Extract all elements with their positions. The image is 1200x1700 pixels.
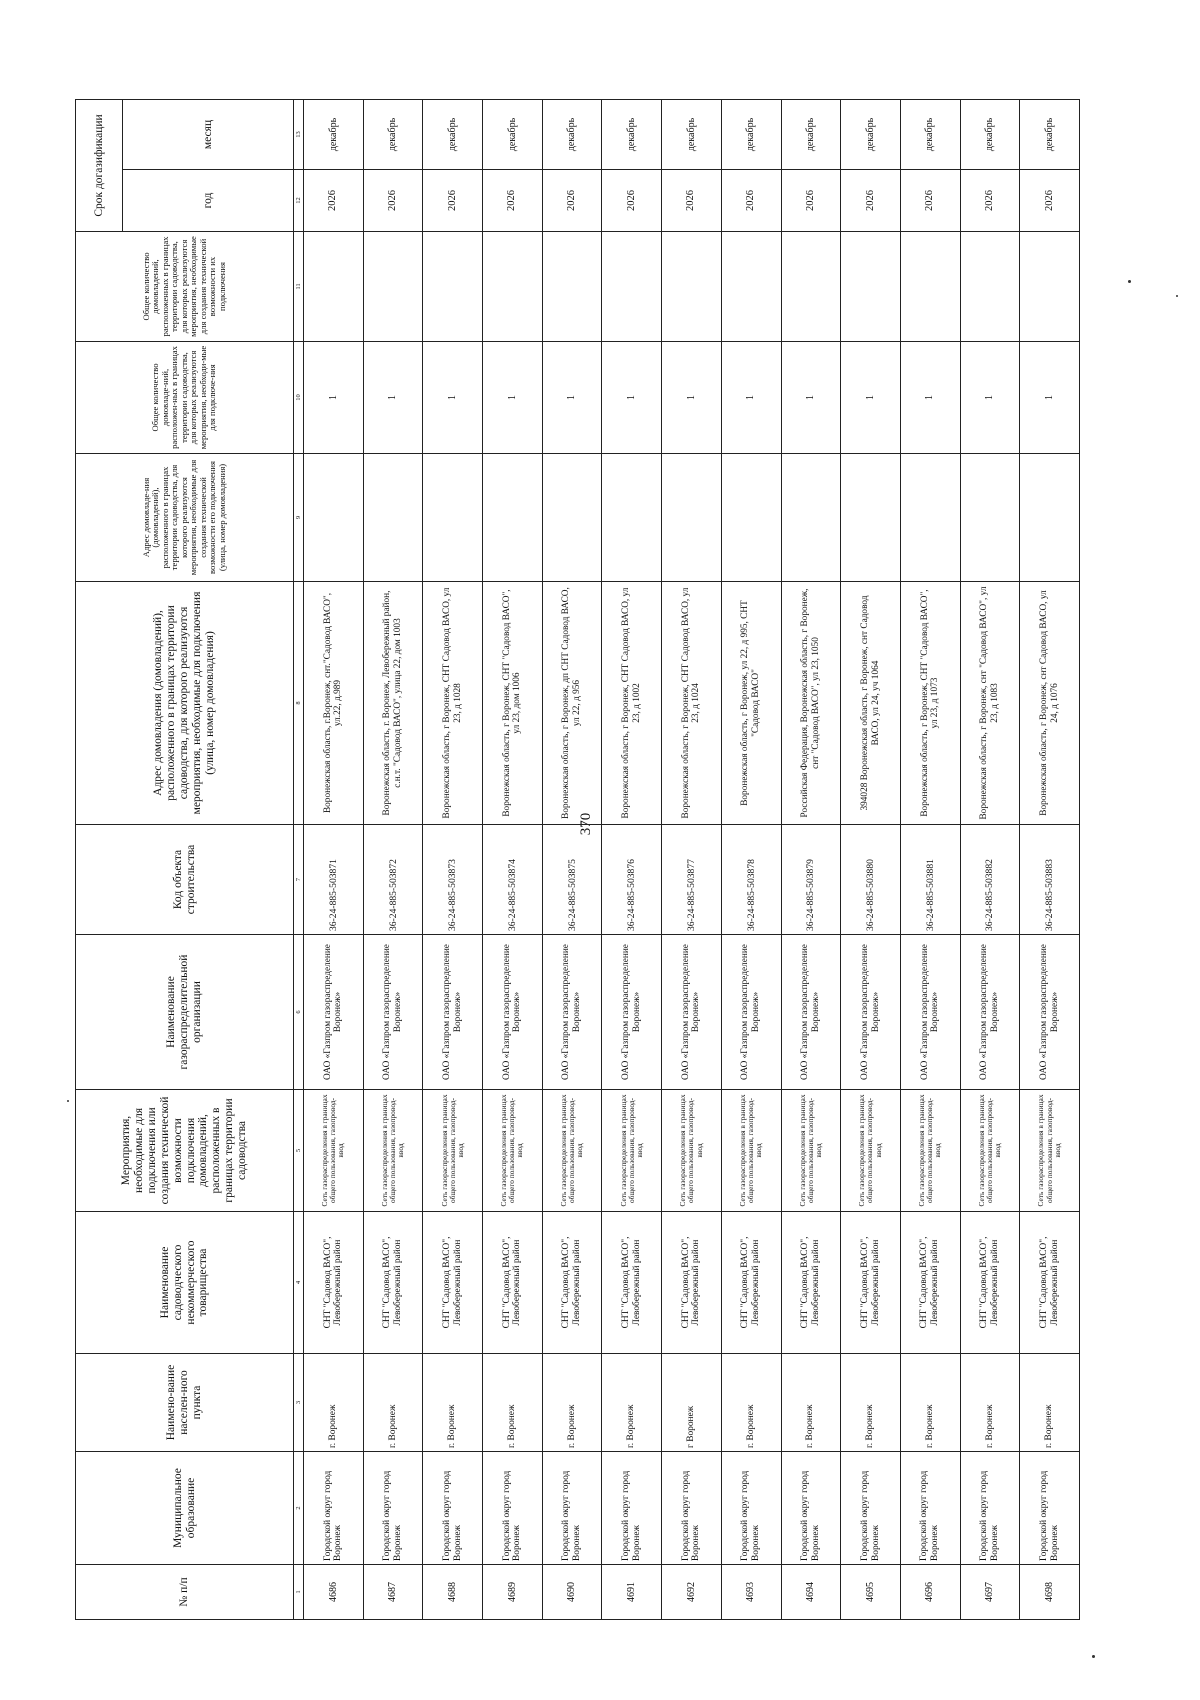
rotated-table-container [75, 100, 1080, 1620]
snt-name-cell: СНТ "Садовод ВАСО", Левобережный район [363, 1212, 423, 1354]
column-number: 5 [294, 1090, 304, 1212]
snt-name-cell: СНТ "Садовод ВАСО", Левобережный район [662, 1212, 722, 1354]
count-connect-cell: 1 [721, 342, 781, 454]
object-code-cell: 36-24-885-503871 [304, 825, 364, 935]
table-row [542, 100, 602, 1620]
address-multi-cell [304, 454, 364, 582]
table-row [602, 100, 662, 1620]
count-create-cell [542, 232, 602, 342]
municipality-cell: Городской округ город Воронеж [602, 1452, 662, 1565]
header-snt-name: Наименование садоводческого некоммерческого товарищества [76, 1212, 294, 1354]
address-cell: Воронежская область, г Воронеж, ул 22, д 995, СНТ "Садовод ВАСО" [721, 582, 781, 825]
settlement-cell: г Воронеж [662, 1354, 722, 1452]
count-create-cell [841, 232, 901, 342]
scan-speck [1128, 280, 1131, 283]
year-cell: 2026 [542, 170, 602, 232]
measure-cell: Сеть газораспределения в границах общего пользования, газопровод-ввод [662, 1090, 722, 1212]
year-cell: 2026 [602, 170, 662, 232]
column-number: 9 [294, 454, 304, 582]
settlement-cell: г. Воронеж [900, 1354, 960, 1452]
header-object-code: Код объекта строительства [76, 825, 294, 935]
address-cell: Воронежская область, г. Воронеж, Левобережный район, с.н.т. "Садовод ВАСО", улица 22, дом 1003 [363, 582, 423, 825]
header-count-create: Общее количество домовладений, расположенных в границах территории садоводства, для которых реализуются мероприятия, необходимые для создания технической возможности их подключения [76, 232, 294, 342]
municipality-cell: Городской округ город Воронеж [781, 1452, 841, 1565]
address-cell: Воронежская область, г Воронеж, СНТ Садовод ВАСО, ул 23, д 1028 [423, 582, 483, 825]
address-multi-cell [1020, 454, 1080, 582]
object-code-cell: 36-24-885-503875 [542, 825, 602, 935]
municipality-cell: Городской округ город Воронеж [483, 1452, 543, 1565]
column-number: 2 [294, 1452, 304, 1565]
count-connect-cell: 1 [363, 342, 423, 454]
month-cell: декабрь [721, 100, 781, 170]
municipality-cell: Городской округ город Воронеж [363, 1452, 423, 1565]
count-connect-cell: 1 [960, 342, 1020, 454]
address-cell: Воронежская область, г.Воронеж, снт."Садовод ВАСО", ул.22, д.989 [304, 582, 364, 825]
table-row [721, 100, 781, 1620]
measure-cell: Сеть газораспределения в границах общего пользования, газопровод-ввод [1020, 1090, 1080, 1212]
count-create-cell [602, 232, 662, 342]
year-cell: 2026 [900, 170, 960, 232]
gas-org-cell: ОАО «Газпром газораспределение Воронеж» [1020, 935, 1080, 1090]
measure-cell: Сеть газораспределения в границах общего пользования, газопровод-ввод [423, 1090, 483, 1212]
settlement-cell: г. Воронеж [1020, 1354, 1080, 1452]
settlement-cell: г. Воронеж [781, 1354, 841, 1452]
gas-org-cell: ОАО «Газпром газораспределение Воронеж» [900, 935, 960, 1090]
header-row [76, 100, 123, 1620]
object-code-cell: 36-24-885-503879 [781, 825, 841, 935]
header-count-connect: Общее количество домовладе-ний, расположен-ных в границах территории садоводства, для которых реализуются мероприятия, необходи-мые для подключе-ния [76, 342, 294, 454]
municipality-cell: Городской округ город Воронеж [662, 1452, 722, 1565]
header-id: № п/п [76, 1565, 294, 1620]
address-cell: Воронежская область, г Воронеж, СНТ "Садовод ВАСО", ул 23, д 1073 [900, 582, 960, 825]
count-create-cell [304, 232, 364, 342]
gas-org-cell: ОАО «Газпром газораспределение Воронеж» [781, 935, 841, 1090]
object-code-cell: 36-24-885-503882 [960, 825, 1020, 935]
table-row [781, 100, 841, 1620]
row-number: 4692 [662, 1565, 722, 1620]
count-connect-cell: 1 [602, 342, 662, 454]
object-code-cell: 36-24-885-503876 [602, 825, 662, 935]
gas-org-cell: ОАО «Газпром газораспределение Воронеж» [960, 935, 1020, 1090]
table-row [841, 100, 901, 1620]
column-number: 4 [294, 1212, 304, 1354]
snt-name-cell: СНТ "Садовод ВАСО", Левобережный район [960, 1212, 1020, 1354]
month-cell: декабрь [781, 100, 841, 170]
scan-speck [1092, 1655, 1095, 1658]
month-cell: декабрь [602, 100, 662, 170]
settlement-cell: г. Воронеж [841, 1354, 901, 1452]
address-cell: Воронежская область, г Воронеж, СНТ Садовод ВАСО, ул 23, д 1024 [662, 582, 722, 825]
row-number: 4689 [483, 1565, 543, 1620]
year-cell: 2026 [483, 170, 543, 232]
year-cell: 2026 [304, 170, 364, 232]
month-cell: декабрь [423, 100, 483, 170]
gas-org-cell: ОАО «Газпром газораспределение Воронеж» [721, 935, 781, 1090]
header-address: Адрес домовладения (домовладений), расположенного в границах территории садоводства, для которого реализуются мероприятия, необходимые для подключения (улица, номер домовладения) [76, 582, 294, 825]
row-number: 4694 [781, 1565, 841, 1620]
settlement-cell: г. Воронеж [483, 1354, 543, 1452]
snt-name-cell: СНТ "Садовод ВАСО", Левобережный район [542, 1212, 602, 1354]
gas-org-cell: ОАО «Газпром газораспределение Воронеж» [304, 935, 364, 1090]
column-number: 6 [294, 935, 304, 1090]
address-cell: Воронежская область, г Воронеж, дп СНТ Садовод ВАСО, ул 22, д 956 [542, 582, 602, 825]
month-cell: декабрь [1020, 100, 1080, 170]
table-body [304, 100, 1080, 1620]
count-create-cell [781, 232, 841, 342]
gas-org-cell: ОАО «Газпром газораспределение Воронеж» [542, 935, 602, 1090]
address-multi-cell [841, 454, 901, 582]
year-cell: 2026 [960, 170, 1020, 232]
column-number: 3 [294, 1354, 304, 1452]
header-measures: Мероприятия, необходимые для подключения или создания технической возможности подключения домовладений, расположенных в границах территории садоводства [76, 1090, 294, 1212]
snt-name-cell: СНТ "Садовод ВАСО", Левобережный район [781, 1212, 841, 1354]
year-cell: 2026 [423, 170, 483, 232]
header-year: год [123, 170, 294, 232]
municipality-cell: Городской округ город Воронеж [721, 1452, 781, 1565]
count-create-cell [900, 232, 960, 342]
address-cell: Воронежская область, г Воронеж, СНТ "Садовод ВАСО", ул 23, дом 1006 [483, 582, 543, 825]
row-number: 4696 [900, 1565, 960, 1620]
object-code-cell: 36-24-885-503872 [363, 825, 423, 935]
count-connect-cell: 1 [841, 342, 901, 454]
measure-cell: Сеть газораспределения в границах общего пользования, газопровод-ввод [721, 1090, 781, 1212]
column-number: 10 [294, 342, 304, 454]
row-number: 4690 [542, 1565, 602, 1620]
gas-org-cell: ОАО «Газпром газораспределение Воронеж» [483, 935, 543, 1090]
snt-name-cell: СНТ "Садовод ВАСО", Левобережный район [1020, 1212, 1080, 1354]
header-deadline: Срок догазификации [76, 100, 123, 232]
month-cell: декабрь [960, 100, 1020, 170]
month-cell: декабрь [483, 100, 543, 170]
municipality-cell: Городской округ город Воронеж [423, 1452, 483, 1565]
municipality-cell: Городской округ город Воронеж [304, 1452, 364, 1565]
measure-cell: Сеть газораспределения в границах общего пользования, газопровод-ввод [841, 1090, 901, 1212]
header-month: месяц [123, 100, 294, 170]
year-cell: 2026 [841, 170, 901, 232]
page-number: 370 [578, 812, 594, 836]
municipality-cell: Городской округ город Воронеж [1020, 1452, 1080, 1565]
year-cell: 2026 [781, 170, 841, 232]
settlement-cell: г. Воронеж [721, 1354, 781, 1452]
settlement-cell: г. Воронеж [423, 1354, 483, 1452]
count-connect-cell: 1 [662, 342, 722, 454]
header-gas-org: Наименование газораспределительной организации [76, 935, 294, 1090]
count-create-cell [423, 232, 483, 342]
snt-name-cell: СНТ "Садовод ВАСО", Левобережный район [841, 1212, 901, 1354]
header-settlement: Наимено-вание населен-ного пункта [76, 1354, 294, 1452]
row-number: 4697 [960, 1565, 1020, 1620]
column-number-row [294, 100, 304, 1620]
settlement-cell: г. Воронеж [304, 1354, 364, 1452]
month-cell: декабрь [542, 100, 602, 170]
object-code-cell: 36-24-885-503878 [721, 825, 781, 935]
count-connect-cell: 1 [1020, 342, 1080, 454]
address-cell: Воронежская область, г Воронеж, СНТ Садовод ВАСО, ул 23, д 1002 [602, 582, 662, 825]
address-cell: Воронежская область, г Воронеж, снт Садовод ВАСО, ул 24, д 1076 [1020, 582, 1080, 825]
address-cell: Воронежская область, г Воронеж, снт "Садовод ВАСО", ул 23, д 1083 [960, 582, 1020, 825]
month-cell: декабрь [662, 100, 722, 170]
snt-name-cell: СНТ "Садовод ВАСО", Левобережный район [900, 1212, 960, 1354]
table-row [662, 100, 722, 1620]
year-cell: 2026 [363, 170, 423, 232]
count-create-cell [721, 232, 781, 342]
measure-cell: Сеть газораспределения в границах общего пользования, газопровод-ввод [542, 1090, 602, 1212]
address-multi-cell [483, 454, 543, 582]
gas-org-cell: ОАО «Газпром газораспределение Воронеж» [841, 935, 901, 1090]
month-cell: декабрь [900, 100, 960, 170]
snt-name-cell: СНТ "Садовод ВАСО", Левобережный район [721, 1212, 781, 1354]
count-connect-cell: 1 [900, 342, 960, 454]
address-multi-cell [781, 454, 841, 582]
scan-speck [1176, 295, 1178, 297]
measure-cell: Сеть газораспределения в границах общего пользования, газопровод-ввод [960, 1090, 1020, 1212]
table-row [304, 100, 364, 1620]
table-row [363, 100, 423, 1620]
measure-cell: Сеть газораспределения в границах общего пользования, газопровод-ввод [363, 1090, 423, 1212]
gas-org-cell: ОАО «Газпром газораспределение Воронеж» [602, 935, 662, 1090]
count-connect-cell: 1 [483, 342, 543, 454]
object-code-cell: 36-24-885-503874 [483, 825, 543, 935]
row-number: 4686 [304, 1565, 364, 1620]
measure-cell: Сеть газораспределения в границах общего пользования, газопровод-ввод [304, 1090, 364, 1212]
municipality-cell: Городской округ город Воронеж [841, 1452, 901, 1565]
row-number: 4698 [1020, 1565, 1080, 1620]
object-code-cell: 36-24-885-503873 [423, 825, 483, 935]
object-code-cell: 36-24-885-503883 [1020, 825, 1080, 935]
address-multi-cell [900, 454, 960, 582]
address-cell: 394028 Воронежская область, г Воронеж, снт Садовод ВАСО, ул 24, уч 1064 [841, 582, 901, 825]
row-number: 4693 [721, 1565, 781, 1620]
measure-cell: Сеть газораспределения в границах общего пользования, газопровод-ввод [483, 1090, 543, 1212]
count-create-cell [1020, 232, 1080, 342]
address-multi-cell [423, 454, 483, 582]
snt-name-cell: СНТ "Садовод ВАСО", Левобережный район [602, 1212, 662, 1354]
measure-cell: Сеть газораспределения в границах общего пользования, газопровод-ввод [781, 1090, 841, 1212]
count-create-cell [662, 232, 722, 342]
count-connect-cell: 1 [423, 342, 483, 454]
count-create-cell [483, 232, 543, 342]
scan-speck [67, 1100, 69, 1102]
snt-name-cell: СНТ "Садовод ВАСО", Левобережный район [423, 1212, 483, 1354]
measure-cell: Сеть газораспределения в границах общего пользования, газопровод-ввод [602, 1090, 662, 1212]
object-code-cell: 36-24-885-503877 [662, 825, 722, 935]
address-cell: Российская Федерация, Воронежская область, г Воронеж, снт "Садовод ВАСО", ул 23, 1050 [781, 582, 841, 825]
gasification-table [75, 99, 1080, 1620]
count-create-cell [363, 232, 423, 342]
address-multi-cell [960, 454, 1020, 582]
snt-name-cell: СНТ "Садовод ВАСО", Левобережный район [304, 1212, 364, 1354]
row-number: 4687 [363, 1565, 423, 1620]
year-cell: 2026 [662, 170, 722, 232]
settlement-cell: г. Воронеж [960, 1354, 1020, 1452]
row-number: 4688 [423, 1565, 483, 1620]
row-number: 4695 [841, 1565, 901, 1620]
count-connect-cell: 1 [542, 342, 602, 454]
month-cell: декабрь [363, 100, 423, 170]
settlement-cell: г. Воронеж [363, 1354, 423, 1452]
gas-org-cell: ОАО «Газпром газораспределение Воронеж» [363, 935, 423, 1090]
table-row [900, 100, 960, 1620]
address-multi-cell [363, 454, 423, 582]
address-multi-cell [542, 454, 602, 582]
address-multi-cell [662, 454, 722, 582]
gas-org-cell: ОАО «Газпром газораспределение Воронеж» [662, 935, 722, 1090]
column-number: 8 [294, 582, 304, 825]
gas-org-cell: ОАО «Газпром газораспределение Воронеж» [423, 935, 483, 1090]
count-create-cell [960, 232, 1020, 342]
table-row [960, 100, 1020, 1620]
snt-name-cell: СНТ "Садовод ВАСО", Левобережный район [483, 1212, 543, 1354]
measure-cell: Сеть газораспределения в границах общего пользования, газопровод-ввод [900, 1090, 960, 1212]
municipality-cell: Городской округ город Воронеж [900, 1452, 960, 1565]
column-number: 12 [294, 170, 304, 232]
object-code-cell: 36-24-885-503880 [841, 825, 901, 935]
count-connect-cell: 1 [781, 342, 841, 454]
column-number: 1 [294, 1565, 304, 1620]
column-number: 13 [294, 100, 304, 170]
column-number: 7 [294, 825, 304, 935]
header-municipality: Муниципальное образование [76, 1452, 294, 1565]
year-cell: 2026 [721, 170, 781, 232]
column-number: 11 [294, 232, 304, 342]
table-row [483, 100, 543, 1620]
year-cell: 2026 [1020, 170, 1080, 232]
header-address-multi: Адрес домовладе-ния (домовладений), расположенного в границах территории садоводства, для которого реализуются мероприятия, необходимые для создания технической возможности его подключения (улица, номер домовладения) [76, 454, 294, 582]
table-row [1020, 100, 1080, 1620]
table-row [423, 100, 483, 1620]
address-multi-cell [721, 454, 781, 582]
object-code-cell: 36-24-885-503881 [900, 825, 960, 935]
municipality-cell: Городской округ город Воронеж [960, 1452, 1020, 1565]
month-cell: декабрь [841, 100, 901, 170]
settlement-cell: г. Воронеж [602, 1354, 662, 1452]
month-cell: декабрь [304, 100, 364, 170]
municipality-cell: Городской округ город Воронеж [542, 1452, 602, 1565]
settlement-cell: г. Воронеж [542, 1354, 602, 1452]
count-connect-cell: 1 [304, 342, 364, 454]
row-number: 4691 [602, 1565, 662, 1620]
address-multi-cell [602, 454, 662, 582]
